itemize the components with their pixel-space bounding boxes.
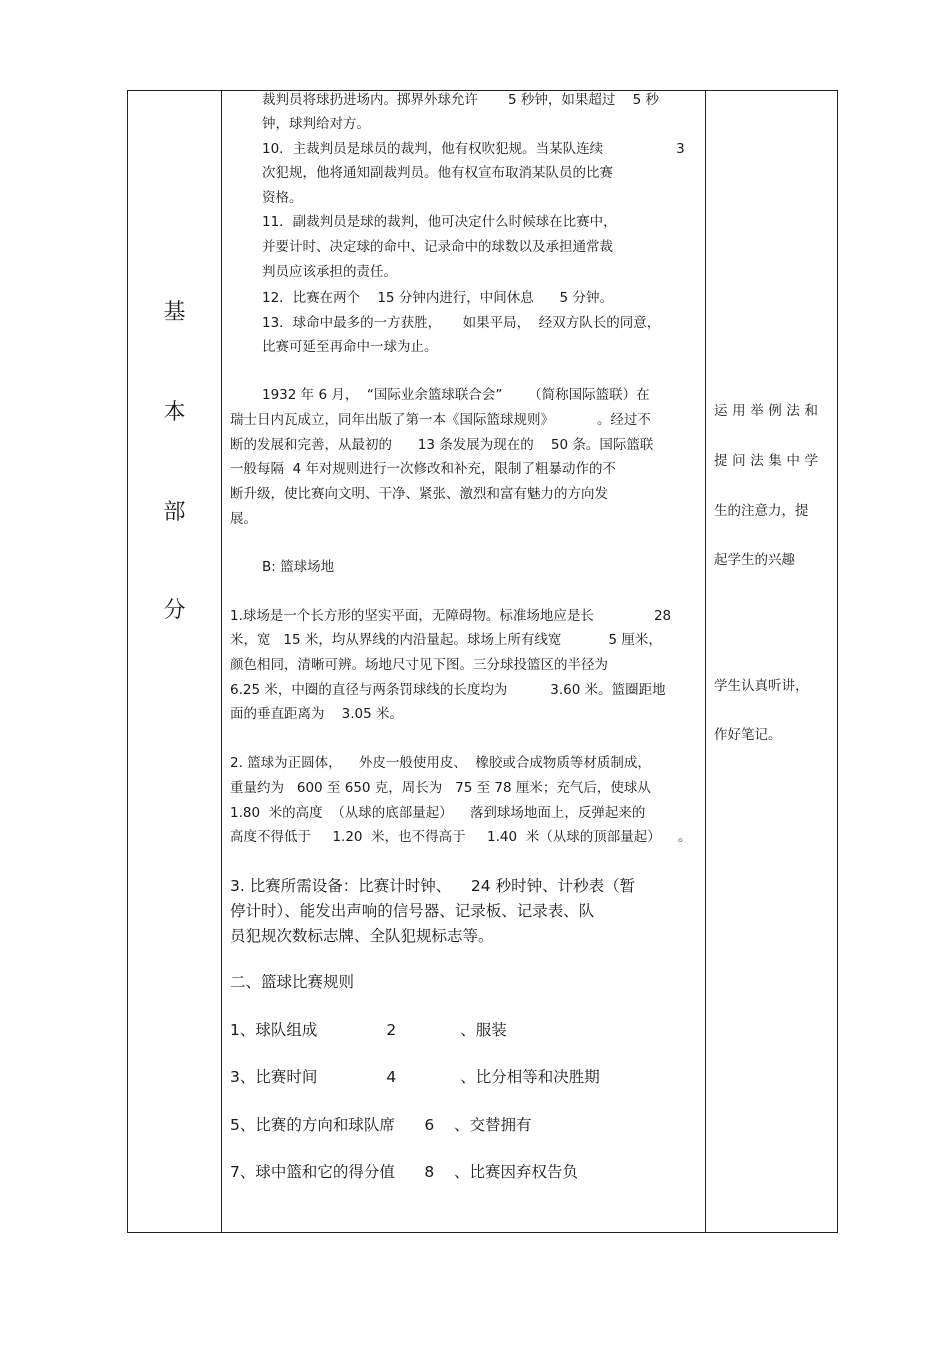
rule-item-row: 7、球中篮和它的得分值 8 、比赛因弃权告负 bbox=[230, 1163, 578, 1181]
content-line: 颜色相同，清晰可辨。场地尺寸见下图。三分球投篮区的半径为 bbox=[230, 657, 608, 673]
content-line: 资格。 bbox=[262, 190, 303, 206]
content-line: 重量约为 600 至 650 克，周长为 75 至 78 厘米；充气后，使球从 bbox=[230, 780, 651, 796]
content-line: 面的垂直距离为 3.05 米。 bbox=[230, 706, 404, 722]
column-divider bbox=[705, 90, 706, 1233]
content-line: 断升级，使比赛向文明、干净、紧张、激烈和富有魅力的方向发 bbox=[230, 486, 608, 502]
content-line: 瑞士日内瓦成立，同年出版了第一本《国际篮球规则》 。经过不 bbox=[230, 412, 651, 428]
section-heading: 二、篮球比赛规则 bbox=[230, 973, 355, 991]
content-line: 钟，球判给对方。 bbox=[262, 116, 370, 132]
content-line: 次犯规，他将通知副裁判员。他有权宣布取消某队员的比赛 bbox=[262, 165, 613, 181]
note-line: 生的注意力，提 bbox=[714, 503, 809, 519]
content-line: 2. 篮球为正圆体， 外皮一般使用皮、 橡胶或合成物质等材质制成， bbox=[230, 755, 651, 771]
content-line: 11．副裁判员是球的裁判，他可决定什么时候球在比赛中， bbox=[262, 214, 617, 230]
rule-item-row: 5、比赛的方向和球队席 6 、交替拥有 bbox=[230, 1116, 532, 1134]
section-title-char: 分 bbox=[163, 598, 186, 623]
content-line: 裁判员将球扔进场内。掷界外球允许 5 秒钟，如果超过 5 秒 bbox=[262, 92, 659, 108]
rule-item-row: 1、球队组成 2 、服装 bbox=[230, 1021, 507, 1039]
note-line: 运用举例法和 bbox=[714, 403, 823, 419]
note-line: 作好笔记。 bbox=[714, 727, 782, 743]
content-line: 13．球命中最多的一方获胜， 如果平局， 经双方队长的同意， bbox=[262, 315, 661, 331]
note-line: 提问法集中学 bbox=[714, 453, 823, 469]
content-line: 断的发展和完善，从最初的 13 条发展为现在的 50 条。国际篮联 bbox=[230, 437, 654, 453]
content-line: 一般每隔 4 年对规则进行一次修改和补充，限制了粗暴动作的不 bbox=[230, 461, 616, 477]
content-line: 1.球场是一个长方形的坚实平面，无障碍物。标准场地应是长 28 bbox=[230, 608, 672, 624]
content-line: 10．主裁判员是球员的裁判，他有权吹犯规。当某队连续 3 bbox=[262, 141, 685, 157]
content-line: 12．比赛在两个 15 分钟内进行，中间休息 5 分钟。 bbox=[262, 290, 613, 306]
section-title-char: 部 bbox=[163, 500, 186, 525]
content-line: 停计时）、能发出声响的信号器、记录板、记录表、队 bbox=[230, 902, 595, 920]
note-line: 学生认真听讲， bbox=[714, 678, 809, 694]
content-line: 展。 bbox=[230, 511, 257, 527]
content-line: 并要计时、决定球的命中、记录命中的球数以及承担通常裁 bbox=[262, 239, 613, 255]
content-line: 1.80 米的高度 （从球的底部量起） 落到球场地面上，反弹起来的 bbox=[230, 805, 646, 821]
subsection-heading: B: 篮球场地 bbox=[262, 559, 335, 575]
content-line: 1932 年 6 月， “国际业余篮球联合会” （简称国际篮联）在 bbox=[262, 387, 650, 403]
content-line: 6.25 米，中圈的直径与两条罚球线的长度均为 3.60 米。篮圈距地 bbox=[230, 682, 666, 698]
rule-item-row: 3、比赛时间 4 、比分相等和决胜期 bbox=[230, 1068, 600, 1086]
content-line: 员犯规次数标志牌、全队犯规标志等。 bbox=[230, 927, 494, 945]
content-line: 比赛可延至再命中一球为止。 bbox=[262, 339, 438, 355]
section-title-char: 本 bbox=[163, 400, 186, 425]
note-line: 起学生的兴趣 bbox=[714, 552, 795, 568]
content-line: 高度不得低于 1.20 米，也不得高于 1.40 米（从球的顶部量起） 。 bbox=[230, 829, 692, 845]
column-divider bbox=[221, 90, 222, 1233]
content-line: 判员应该承担的责任。 bbox=[262, 264, 397, 280]
content-line: 3. 比赛所需设备：比赛计时钟、 24 秒时钟、计秒表（暂 bbox=[230, 877, 636, 895]
section-title-char: 基 bbox=[163, 300, 186, 325]
content-line: 米，宽 15 米，均从界线的内沿量起。球场上所有线宽 5 厘米， bbox=[230, 632, 662, 648]
